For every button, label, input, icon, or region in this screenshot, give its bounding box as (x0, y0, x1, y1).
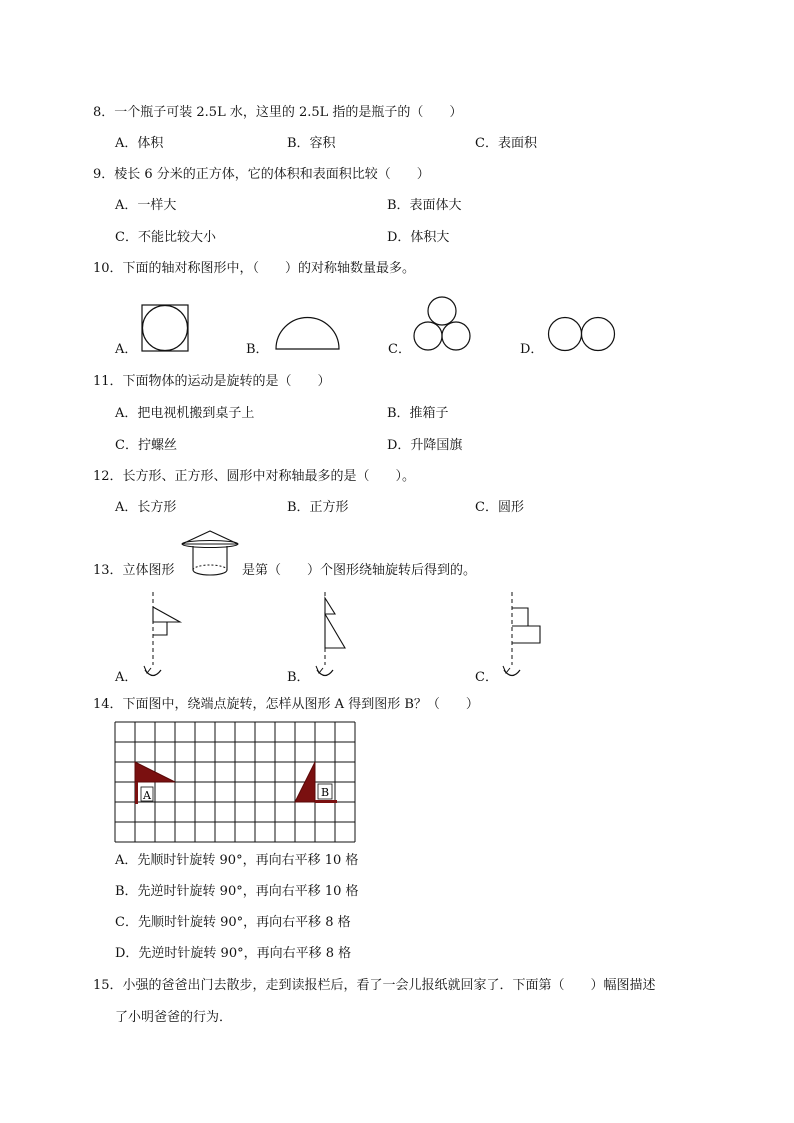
three-circles-figure (412, 296, 474, 354)
rectangle-b (315, 800, 337, 803)
rotation-figure-b (312, 590, 362, 682)
rectangle-a (135, 782, 138, 804)
two-circles-figure (548, 316, 618, 354)
question-9-stem: 9．棱长 6 分米的正方体，它的体积和表面积比较（ ） (93, 167, 430, 182)
question-11-option-b[interactable]: B．推箱子 (387, 406, 449, 421)
question-12-stem: 12．长方形、正方形、圆形中对称轴最多的是（ ）。 (93, 469, 416, 484)
question-10-option-d[interactable]: D． (520, 342, 544, 357)
question-8-option-a[interactable]: A．体积 (115, 136, 164, 151)
question-11-stem: 11．下面物体的运动是旋转的是（ ） (93, 374, 331, 389)
question-10-option-b[interactable]: B． (246, 342, 269, 357)
question-11-option-a[interactable]: A．把电视机搬到桌子上 (115, 406, 255, 421)
square-with-circle-figure (141, 304, 191, 354)
question-10-option-c[interactable]: C． (388, 342, 411, 357)
question-12-option-a[interactable]: A．长方形 (115, 500, 177, 515)
question-14-option-a[interactable]: A．先顺时针旋转 90°，再向右平移 10 格 (115, 853, 359, 868)
hat-solid-figure (180, 530, 242, 582)
question-11-option-c[interactable]: C．拧螺丝 (115, 438, 177, 453)
question-14-option-c[interactable]: C．先顺时针旋转 90°，再向右平移 8 格 (115, 915, 351, 930)
question-13-stem-after: 是第（ ）个图形绕轴旋转后得到的。 (242, 563, 477, 578)
question-14-option-b[interactable]: B．先逆时针旋转 90°，再向右平移 10 格 (115, 884, 359, 899)
question-12-option-c[interactable]: C．圆形 (475, 500, 524, 515)
question-15-stem-line2: 了小明爸爸的行为． (115, 1010, 233, 1025)
semicircle-figure (275, 317, 341, 353)
question-14-option-d[interactable]: D．先逆时针旋转 90°，再向右平移 8 格 (115, 946, 352, 961)
question-9-option-a[interactable]: A．一样大 (115, 198, 177, 213)
rotation-figure-c (499, 590, 549, 682)
question-15-stem-line1: 15．小强的爸爸出门去散步，走到读报栏后，看了一会儿报纸就回家了．下面第（ ）幅图描述 (93, 978, 656, 993)
rotation-figure-a (140, 590, 190, 682)
question-14-stem: 14．下面图中，绕端点旋转，怎样从图形 A 得到图形 B？（ ） (93, 697, 479, 712)
grid-label-a: A (143, 789, 151, 802)
grid-label-b: B (321, 786, 330, 799)
question-13-stem-before: 13．立体图形 (93, 563, 175, 578)
question-9-option-b[interactable]: B．表面体大 (387, 198, 462, 213)
question-9-option-c[interactable]: C．不能比较大小 (115, 230, 216, 245)
rotation-grid (115, 722, 359, 846)
question-9-option-d[interactable]: D．体积大 (387, 230, 450, 245)
question-8-option-c[interactable]: C．表面积 (475, 136, 537, 151)
question-8-option-b[interactable]: B．容积 (287, 136, 336, 151)
question-10-option-a[interactable]: A． (115, 342, 138, 357)
question-13-option-a[interactable]: A． (115, 670, 138, 685)
question-13-option-b[interactable]: B． (287, 670, 310, 685)
question-13-option-c[interactable]: C． (475, 670, 498, 685)
question-10-stem: 10．下面的轴对称图形中，（ ）的对称轴数量最多。 (93, 261, 416, 276)
question-12-option-b[interactable]: B．正方形 (287, 500, 349, 515)
question-11-option-d[interactable]: D．升降国旗 (387, 438, 463, 453)
question-8-stem: 8．一个瓶子可装 2.5L 水，这里的 2.5L 指的是瓶子的（ ） (93, 105, 463, 120)
